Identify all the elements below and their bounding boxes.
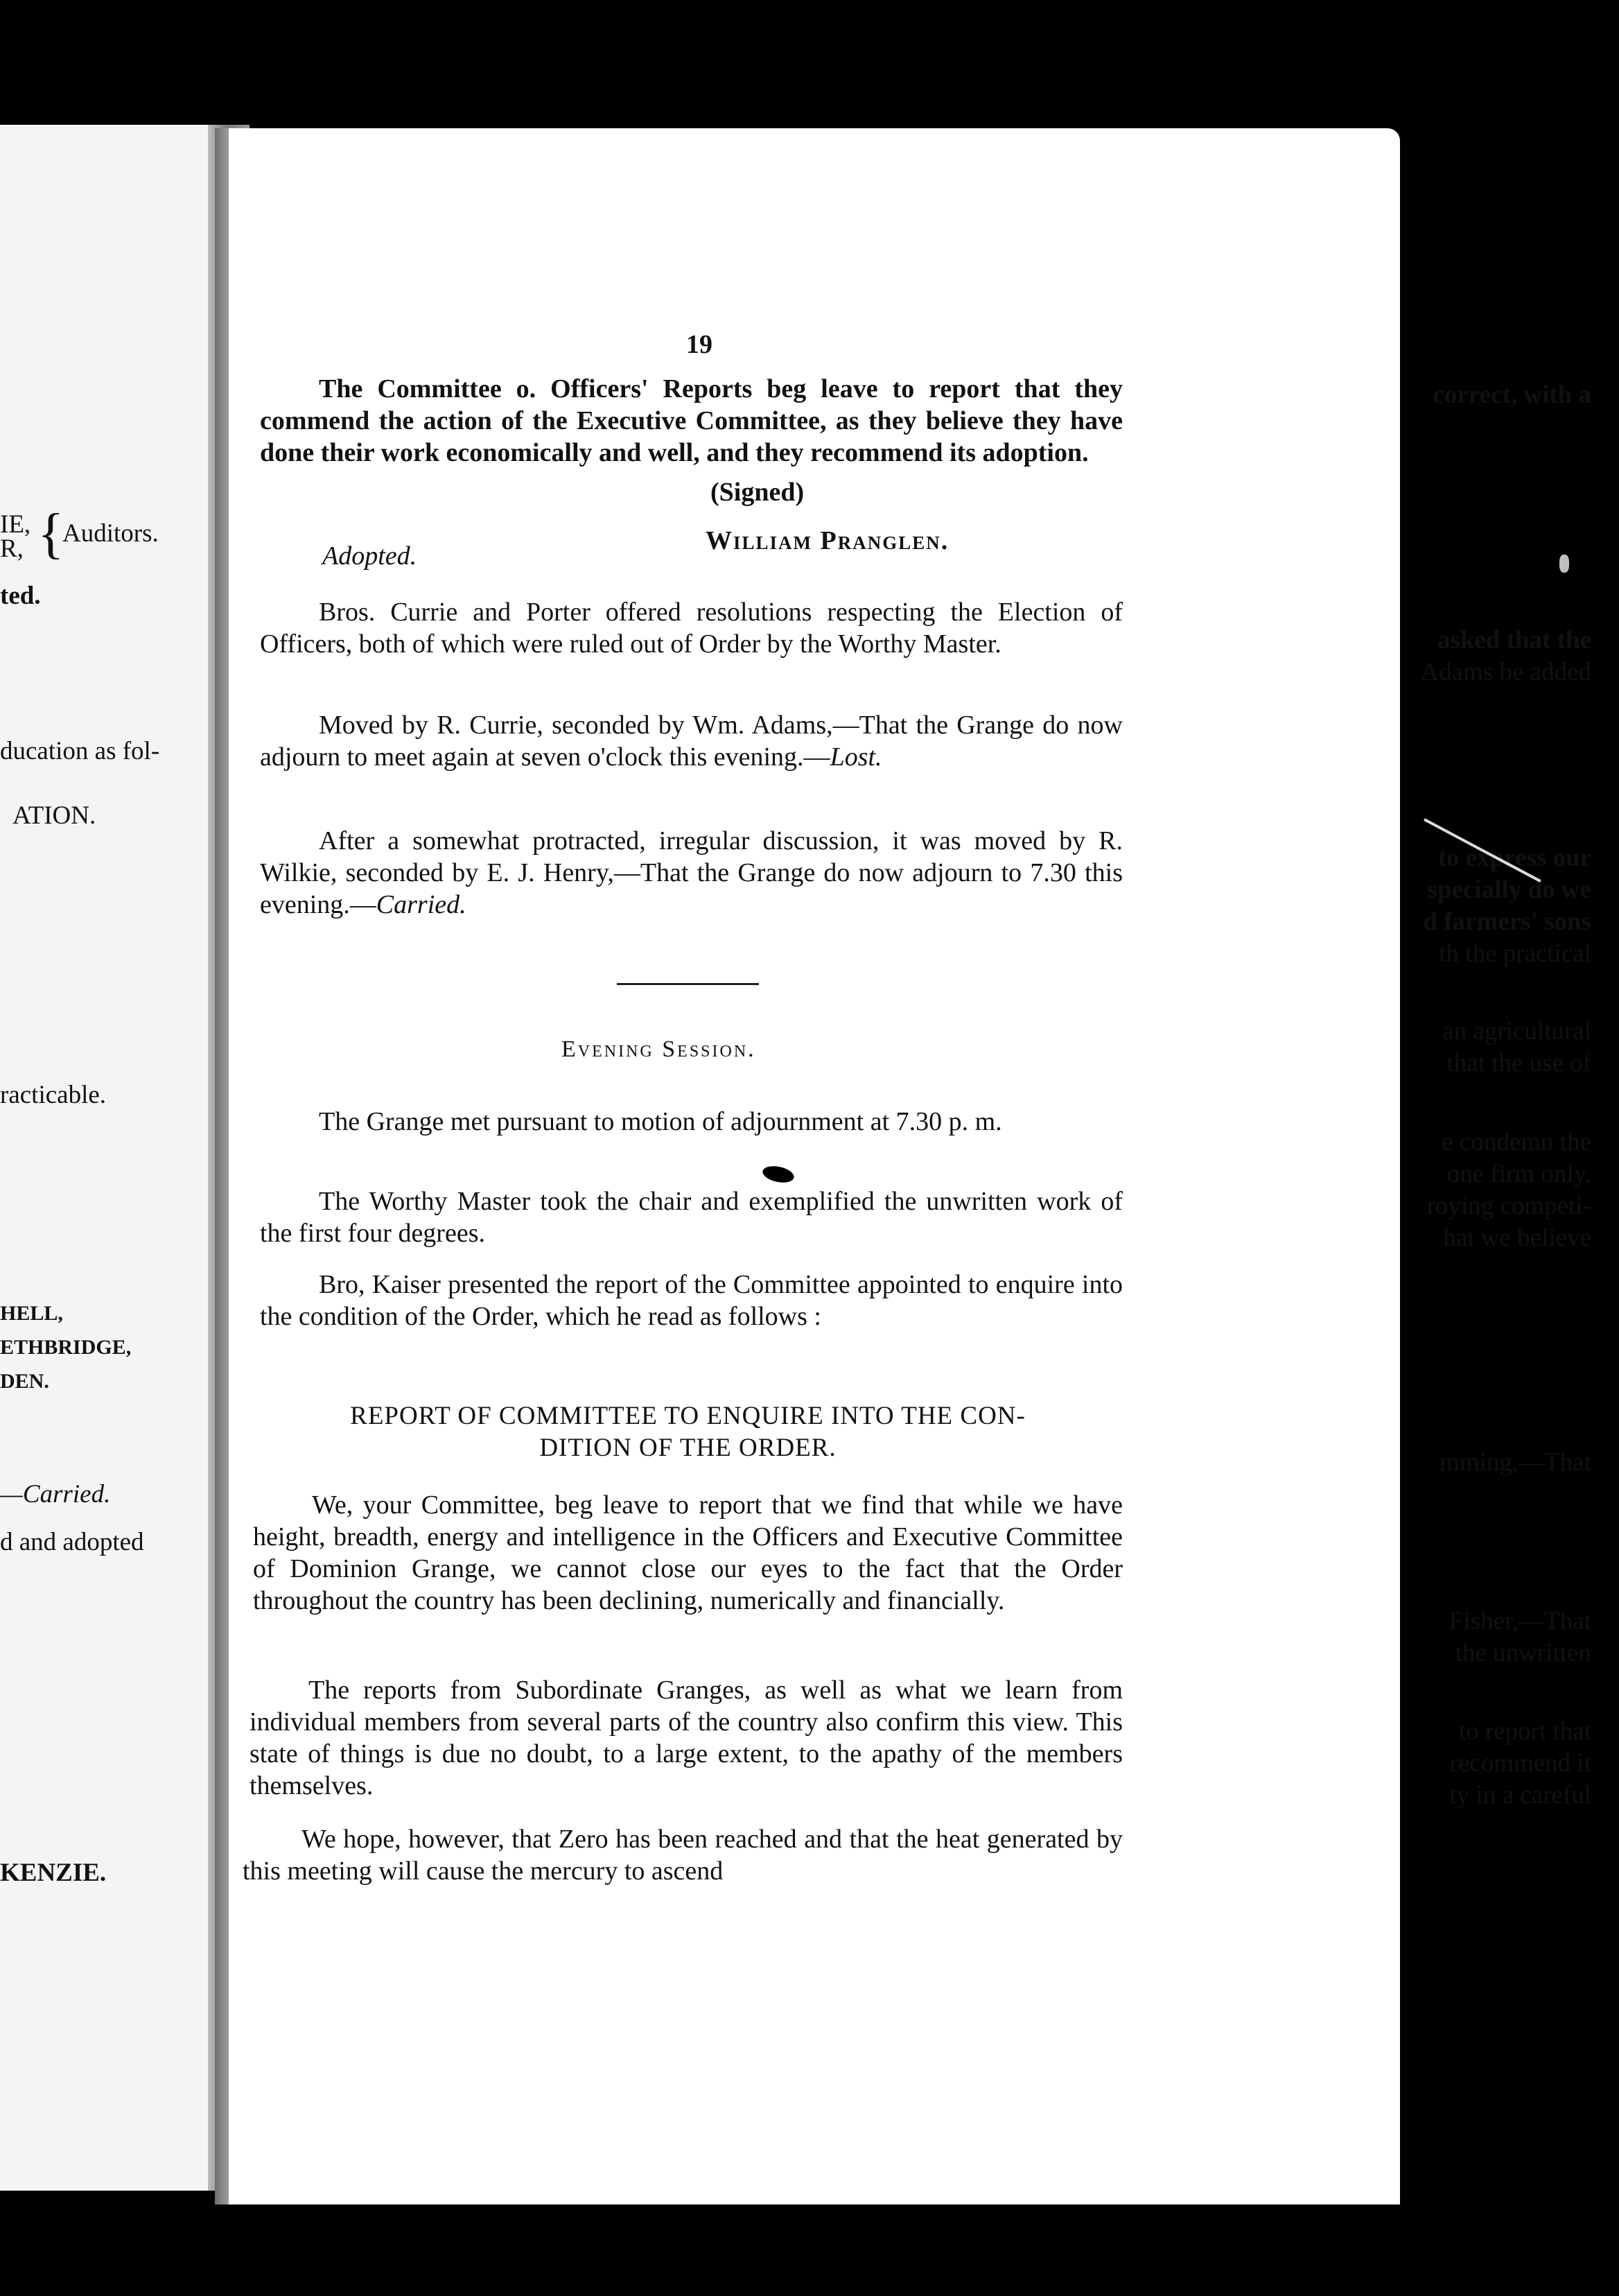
report-heading-line: REPORT OF COMMITTEE TO ENQUIRE INTO THE CON- <box>350 1402 1026 1430</box>
resolutions-paragraph: Bros. Currie and Porter offered resolutions respecting the Election of Officers, both of which were ruled out of Order by the Worthy Master. <box>260 598 1123 659</box>
left-line: Adams be added <box>1420 658 1591 686</box>
left-line: one firm only, <box>1446 1160 1591 1188</box>
left-line: ty in a careful <box>1449 1781 1591 1809</box>
brace-icon: { <box>37 503 64 564</box>
left-line: roying competi- <box>1426 1192 1591 1220</box>
left-line: HELL, <box>0 1302 63 1325</box>
zero-paragraph: We hope, however, that Zero has been reached and that the heat generated by this meeting will cause the mercury to ascend <box>243 1825 1123 1886</box>
left-line: hat we believe <box>1443 1224 1591 1252</box>
left-line: e condemn the <box>1442 1128 1591 1156</box>
left-line: KENZIE. <box>0 1859 107 1887</box>
left-line: ted. <box>0 582 41 610</box>
left-line: to report that <box>1458 1717 1591 1746</box>
report-heading <box>253 1400 1123 1464</box>
adopted-label: Adopted. <box>322 541 417 571</box>
left-line: d farmers' sons <box>1423 907 1591 936</box>
left-line: ETHBRIDGE, <box>0 1336 132 1359</box>
evening-session-heading: Evening Session. <box>561 1036 756 1062</box>
signature: William Pranglen. <box>706 526 949 555</box>
committee-paragraph: We, your Committee, beg leave to report that we find that while we have height, breadth, energy and intelligence in the Officers and Executive Committee of Dominion Grange, we cannot close our eyes to the fact that the Order throughout the country has been declining, numerically and financially. <box>253 1490 1123 1615</box>
left-line: R, <box>0 534 24 563</box>
left-line: Auditors. <box>62 519 159 548</box>
discussion-paragraph: After a somewhat protracted, irregular discussion, it was moved by R. Wilkie, seconded by E. J. Henry,—That the Grange do now adjourn to 7.30 this evening.—Carried. <box>260 826 1123 919</box>
dust-speck <box>1559 555 1569 573</box>
kaiser-paragraph: Bro, Kaiser presented the report of the Committee appointed to enquire into the condition of the Order, which he read as follows : <box>260 1270 1123 1331</box>
met-paragraph: The Grange met pursuant to motion of adjournment at 7.30 p. m. <box>319 1107 1002 1136</box>
left-line: an agricultural <box>1442 1017 1591 1045</box>
reports-paragraph: The reports from Subordinate Granges, as well as what we learn from individual members from several parts of the country also confirm this view. This state of things is due no doubt, to a large extent, to the apathy of the members themselves. <box>250 1676 1123 1800</box>
report-heading-line: DITION OF THE ORDER. <box>539 1434 837 1462</box>
left-line: specially do we <box>1427 876 1591 904</box>
left-line: —Carried. <box>0 1480 111 1508</box>
left-line: d and adopted <box>0 1528 144 1556</box>
left-line: asked that the <box>1437 626 1591 654</box>
master-paragraph: The Worthy Master took the chair and exemplified the unwritten work of the first four degrees. <box>260 1187 1123 1248</box>
left-line: racticable. <box>0 1081 107 1109</box>
left-line: the unwritten <box>1455 1639 1591 1667</box>
left-line: Fisher,—That <box>1449 1607 1591 1635</box>
left-line: to express our <box>1437 844 1591 872</box>
signed-label: (Signed) <box>710 478 805 507</box>
left-line: IE, <box>0 510 31 539</box>
left-line: th the practical <box>1439 939 1591 968</box>
moved-paragraph: Moved by R. Currie, seconded by Wm. Adams,—That the Grange do now adjourn to meet again at seven o'clock this evening.—Lost. <box>260 711 1123 772</box>
left-line: correct, with a <box>1433 381 1591 409</box>
left-line: ATION. <box>12 801 96 830</box>
officers-report-paragraph: The Committee o. Officers' Reports beg leave to report that they commend the action of the Executive Committee, as they believe they have done their work economically and well, and they recommend its adoption. <box>260 374 1123 467</box>
left-line: recommend it <box>1449 1749 1591 1777</box>
section-divider <box>617 983 759 985</box>
page-number: 19 <box>686 330 712 359</box>
left-line: mming,—That <box>1439 1448 1591 1477</box>
left-line: that the use of <box>1446 1049 1591 1077</box>
left-line: ducation as fol- <box>0 737 160 765</box>
left-line: DEN. <box>0 1370 49 1393</box>
